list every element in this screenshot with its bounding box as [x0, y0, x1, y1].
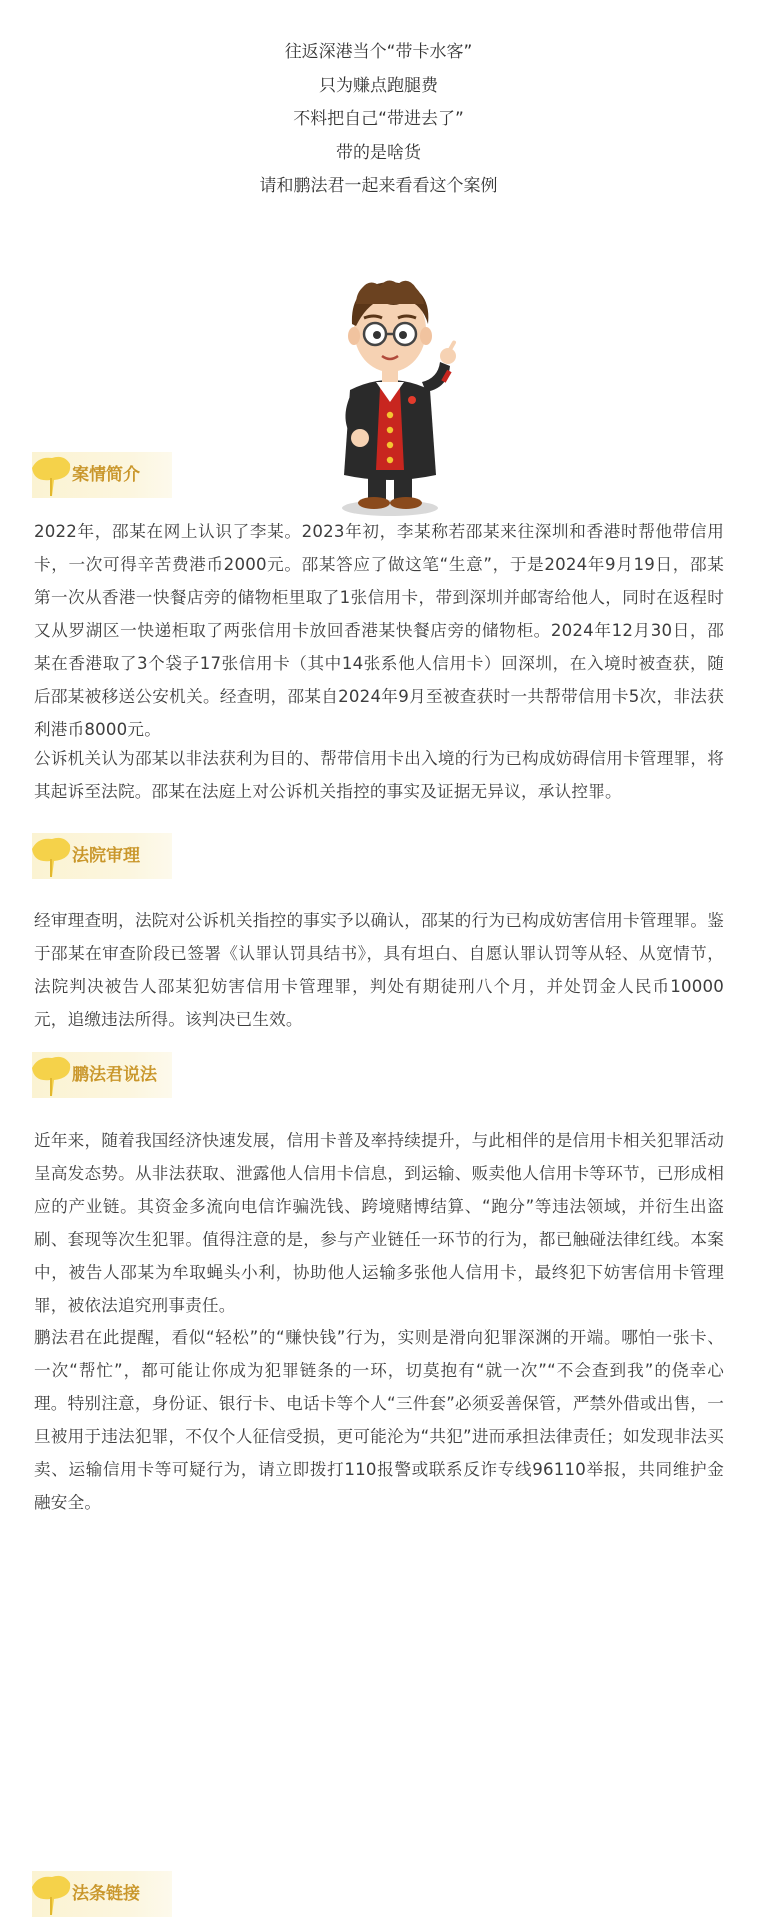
- intro-line: 只为赚点跑腿费: [319, 75, 438, 96]
- intro-line: 往返深港当个“带卡水客”: [284, 42, 473, 62]
- paragraph: 2022年，邵某在网上认识了李某。2023年初，李某称若邵某来往深圳和香港时帮他带信用卡，一次可得辛苦费港币2000元。邵某答应了做这笔“生意”，于是2024年9月19日，邵某第一次从香港一快餐店旁的储物柜里取了1张信用卡，带到深圳并邮寄给他人，同时在返程时又从罗湖区一快递柜取了两张信用卡放回香港某快餐店旁的储物柜。2024年12月30日，邵某在香港取了3个袋子17张信用卡（其中14张系他人信用卡）回深圳，在入境时被查获，随后邵某被移送公安机关。经查明，邵某自2024年9月至被查获时一共帮带信用卡5次，非法获利港币8000元。: [34, 522, 724, 739]
- section-title: 法院审理: [72, 846, 140, 866]
- section-title: 案情简介: [72, 465, 140, 485]
- section-heading-court-trial: [32, 833, 172, 879]
- section-title: 法条链接: [72, 1884, 140, 1904]
- intro-block: [0, 36, 757, 204]
- section-heading-legal-commentary: [32, 1052, 172, 1098]
- paragraph: 公诉机关认为邵某以非法获利为目的、帮带信用卡出入境的行为已构成妨碍信用卡管理罪，将其起诉至法院。邵某在法庭上对公诉机关指控的事实及证据无异议，承认控罪。: [34, 749, 724, 801]
- ginkgo-leaf-icon: [30, 1871, 74, 1917]
- intro-line: 不料把自己“带进去了”: [293, 109, 464, 129]
- ginkgo-leaf-icon: [30, 452, 74, 498]
- ginkgo-leaf-icon: [30, 833, 74, 879]
- section-heading-case-summary: [32, 452, 172, 498]
- judge-mascot-illustration: [310, 270, 470, 520]
- paragraph: 鹏法君在此提醒，看似“轻松”的“赚快钱”行为，实则是滑向犯罪深渊的开端。哪怕一张卡、一次“帮忙”，都可能让你成为犯罪链条的一环，切莫抱有“就一次”“不会查到我”的侥幸心理。特别注意，身份证、银行卡、电话卡等个人“三件套”必须妥善保管，严禁外借或出售，一旦被用于违法犯罪，不仅个人征信受损，更可能沦为“共犯”进而承担法律责任；如发现非法买卖、运输信用卡等可疑行为，请立即拨打110报警或联系反诈专线96110举报，共同维护金融安全。: [34, 1328, 724, 1512]
- intro-line: 带的是啥货: [336, 142, 421, 163]
- paragraph: 近年来，随着我国经济快速发展，信用卡普及率持续提升，与此相伴的是信用卡相关犯罪活动呈高发态势。从非法获取、泄露他人信用卡信息，到运输、贩卖他人信用卡等环节，已形成相应的产业链。其资金多流向电信诈骗洗钱、跨境赌博结算、“跑分”等违法领域，并衍生出盗刷、套现等次生犯罪。值得注意的是，参与产业链任一环节的行为，都已触碰法律红线。本案中，被告人邵某为牟取蝇头小利，协助他人运输多张他人信用卡，最终犯下妨害信用卡管理罪，被依法追究刑事责任。: [34, 1131, 724, 1315]
- section-title: 鹏法君说法: [72, 1065, 157, 1085]
- ginkgo-leaf-icon: [30, 1052, 74, 1098]
- paragraph: 经审理查明，法院对公诉机关指控的事实予以确认，邵某的行为已构成妨害信用卡管理罪。鉴于邵某在审查阶段已签署《认罪认罚具结书》，具有坦白、自愿认罪认罚等从轻、从宽情节，法院判决被告人邵某犯妨害信用卡管理罪，判处有期徒刑八个月，并处罚金人民币10000元，追缴违法所得。该判决已生效。: [34, 911, 724, 1029]
- section-heading-law-links: [32, 1871, 172, 1917]
- intro-line: 请和鹏法君一起来看看这个案例: [259, 176, 498, 196]
